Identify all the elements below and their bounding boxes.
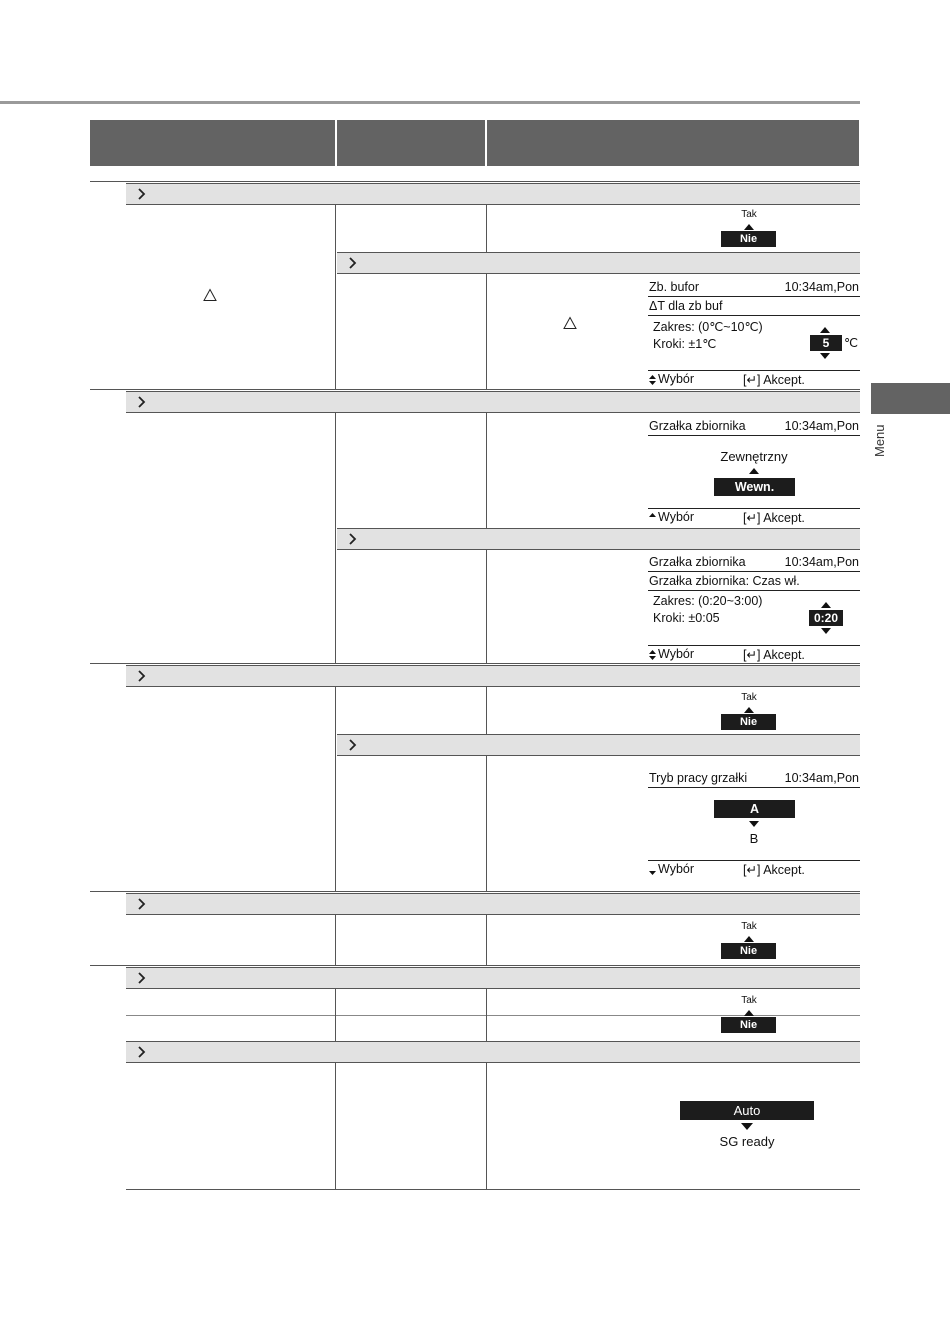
section-bar [126,665,860,687]
column-line [486,274,487,389]
subsection-bar [337,252,860,274]
row-separator [337,1015,860,1016]
lcd-subtitle-bar [648,299,860,316]
section-bar [126,391,860,413]
lcd-title: Grzałka zbiornika [649,419,746,433]
group-separator [90,663,860,664]
lcd-time: 10:34am,Pon [784,771,859,785]
lcd-title-bar [648,280,860,297]
up-arrow-icon [648,512,657,524]
table-header-col-2 [337,120,485,166]
lcd-range: Zakres: (0℃~10℃) [653,320,763,334]
chevron-right-icon [135,897,149,911]
lcd-title-bar [648,555,860,572]
lcd-subtitle: ΔT dla zb buf [649,299,723,313]
lcd-heater-on-time [648,555,860,663]
chevron-right-icon [135,187,149,201]
top-rule [0,101,860,104]
lcd-unit: ℃ [844,336,859,350]
column-line [335,1063,336,1189]
column-line [486,989,487,1041]
chevron-right-icon [346,738,360,752]
subsection-bar [337,734,860,756]
group-separator [90,891,860,892]
group-separator [90,965,860,966]
footer-select: Wybór [658,862,695,876]
option-nie-selected: Nie [721,231,776,247]
group-separator [90,181,860,182]
chevron-right-icon [346,256,360,270]
column-line [335,915,336,965]
lcd-time: 10:34am,Pon [784,280,859,294]
lcd-title: Zb. bufor [649,280,700,294]
arrow-up-icon [743,935,755,943]
option-sg-ready: SG ready [719,1134,775,1149]
lcd-footer [648,508,860,525]
column-line [486,756,487,891]
updown-arrows-icon [648,374,657,386]
option-a-selected: A [714,800,795,818]
option-tak: Tak [741,692,757,703]
column-line [335,413,336,663]
option-nie-selected: Nie [721,1017,776,1033]
table-header-col-3 [487,120,859,166]
lcd-steps: Kroki: ±0:05 [653,611,720,625]
footer-accept: [↵] Akcept. [743,863,805,877]
lcd-range: Zakres: (0:20~3:00) [653,594,763,608]
chevron-right-icon [135,395,149,409]
arrow-up-icon [819,326,831,334]
lcd-title: Grzałka zbiornika [649,555,746,569]
arrow-up-icon [820,601,832,609]
section-bar [126,893,860,915]
side-tab-label [868,420,898,460]
footer-accept: [↵] Akcept. [743,511,805,525]
lcd-heater-mode [648,771,860,879]
column-line [335,989,336,1041]
column-line [486,915,487,965]
footer-accept: [↵] Akcept. [743,648,805,662]
chevron-right-icon [135,971,149,985]
arrow-down-icon [748,820,760,828]
subsection-bar [337,528,860,550]
lcd-value: 5 [810,335,842,351]
arrow-down-icon [820,627,832,635]
lcd-title-bar [648,419,860,436]
lcd-time: 10:34am,Pon [784,555,859,569]
warning-triangle-icon [203,288,217,302]
side-tab-text: Menu [872,424,887,457]
column-line [486,550,487,663]
table-bottom-rule [126,1189,860,1190]
option-tak: Tak [741,921,757,932]
option-b: B [749,831,759,846]
arrow-up-icon [748,467,760,475]
chevron-right-icon [135,1045,149,1059]
column-line [486,1063,487,1189]
arrow-up-icon [743,706,755,714]
column-line [486,413,487,528]
footer-accept: [↵] Akcept. [743,373,805,387]
column-line [335,205,336,389]
option-auto-selected: Auto [680,1101,814,1120]
lcd-footer [648,645,860,662]
down-arrow-icon [648,864,657,876]
lcd-buffer-delta-t [648,280,860,388]
arrow-down-icon [819,352,831,360]
lcd-subtitle: Grzałka zbiornika: Czas wł. [649,574,800,588]
table-header-col-1 [90,120,335,166]
side-tab [871,383,950,414]
lcd-value: 0:20 [809,610,843,626]
section-bar [126,183,860,205]
option-internal-selected: Wewn. [714,478,795,496]
footer-select: Wybór [658,510,695,524]
option-external: Zewnętrzny [720,449,788,464]
column-line [335,687,336,891]
footer-select: Wybór [658,647,695,661]
arrow-down-icon [740,1122,754,1131]
chevron-right-icon [346,532,360,546]
lcd-title: Tryb pracy grzałki [649,771,748,785]
warning-triangle-icon [563,316,577,330]
chevron-right-icon [135,669,149,683]
updown-arrows-icon [648,649,657,661]
group-separator [90,389,860,390]
row-separator [126,1015,337,1016]
lcd-tank-heater [648,419,860,527]
column-line [486,687,487,734]
lcd-footer [648,370,860,387]
option-nie-selected: Nie [721,943,776,959]
arrow-up-icon [743,223,755,231]
section-bar [126,1041,860,1063]
column-line [486,205,487,252]
lcd-subtitle-bar [648,574,860,591]
option-tak: Tak [741,995,757,1006]
lcd-time: 10:34am,Pon [784,419,859,433]
footer-select: Wybór [658,372,695,386]
lcd-steps: Kroki: ±1℃ [653,337,717,351]
option-nie-selected: Nie [721,714,776,730]
lcd-footer [648,860,860,877]
section-bar [126,967,860,989]
lcd-title-bar [648,771,860,788]
option-tak: Tak [741,209,757,220]
arrow-up-icon [743,1009,755,1017]
